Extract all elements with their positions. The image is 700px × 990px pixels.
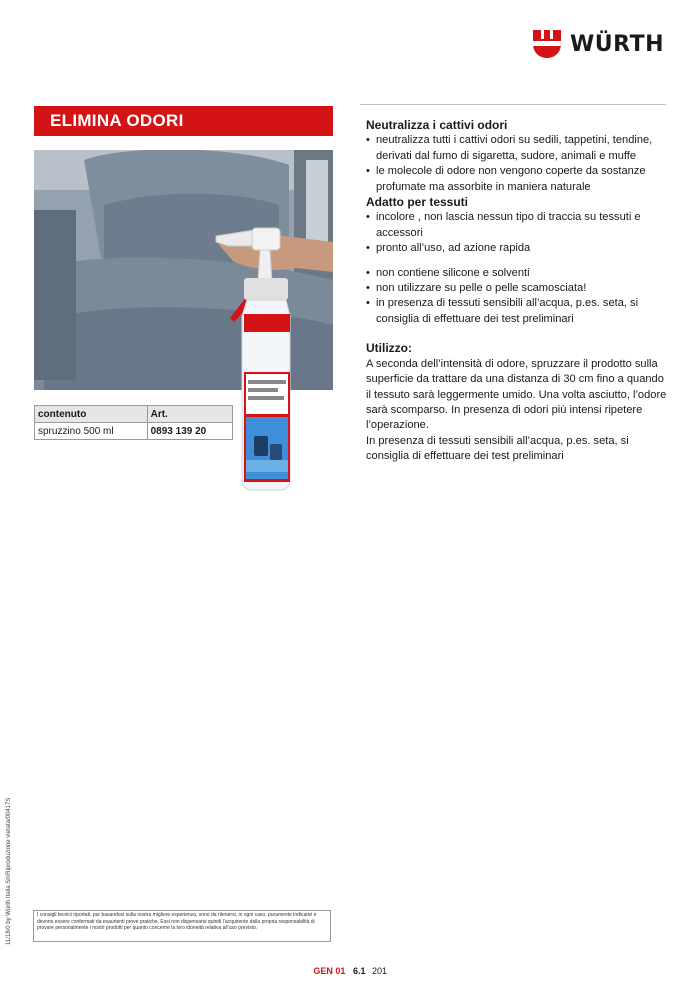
list-item: • incolore , non lascia nessun tipo di traccia su tessuti e accessori	[366, 210, 671, 241]
cell-contenuto: spruzzino 500 ml	[35, 423, 148, 440]
page-number: 201	[371, 966, 387, 976]
list-item: • in presenza di tessuti sensibili all’acqua, p.es. seta, si consiglia di effettuare dei test preliminari	[366, 296, 671, 327]
utilizzo-paragraph: A seconda dell’intensità di odore, spruzzare il prodotto sulla superficie da trattare da una distanza di 30 cm fino a quando il tessuto sarà leggermente umido. Una volta asciutto, l’odore sarà scomparso. In presenza di odori più intensi ripetere l’operazione.	[366, 357, 667, 432]
product-table	[34, 405, 233, 440]
page-footer	[313, 966, 387, 976]
utilizzo-paragraph-2: In presenza di tessuti sensibili all’acqua, p.es. seta, si consiglia di effettuare dei test preliminari	[366, 434, 629, 463]
header-rule	[360, 104, 666, 105]
list-item: • non utilizzare su pelle o pelle scamosciata!	[366, 281, 671, 296]
brand-name: WÜRTH	[570, 31, 665, 57]
heading-neutralizza: Neutralizza i cattivi odori	[366, 118, 508, 132]
table-header-row	[35, 406, 233, 423]
disclaimer-box: I consigli tecnici riportati, pur basandosi sulla nostra migliore esperienza, sono da ritenersi, in ogni caso, puramente indicativi e devono essere confermati da esaurienti prove pratiche. Essi non dispensano quindi l’acquirente dalla propria responsabilità di provare personalmente i nostri prodotti per quanto concerne la loro idoneità relativa all’uso previsto.	[33, 910, 331, 942]
list-item: • non contiene silicone e solventi	[366, 266, 671, 281]
list-item: • neutralizza tutti i cattivi odori su sedili, tappetini, tendine, derivati dal fumo di sigaretta, sudore, animali e muffe	[366, 133, 671, 164]
section-utilizzo	[366, 341, 671, 464]
table-row	[35, 423, 233, 440]
title-banner	[34, 106, 333, 136]
list-adatto	[366, 210, 671, 256]
wurth-logo	[532, 28, 664, 60]
page-title: ELIMINA ODORI	[50, 111, 184, 130]
list-avvertenze	[366, 266, 671, 328]
footer-chapter: 6.1	[352, 966, 366, 976]
product-bottle-image	[214, 222, 334, 492]
heading-utilizzo: Utilizzo:	[366, 341, 412, 356]
footer-section: GEN 01	[313, 966, 346, 976]
description-column	[366, 118, 671, 465]
cell-art-number: 0893 139 20	[147, 423, 232, 440]
list-item: • le molecole di odore non vengono coperte da sostanze profumate ma assorbite in maniera naturale	[366, 164, 671, 195]
side-copyright: 11/18/0 by Würth Italia Srl/Riproduzione vietata/00417S	[6, 797, 12, 945]
list-item: • pronto all’uso, ad azione rapida	[366, 241, 671, 256]
heading-adatto: Adatto per tessuti	[366, 195, 469, 210]
list-neutralizza	[366, 133, 671, 195]
wurth-logo-icon	[532, 29, 562, 59]
header-art: Art.	[147, 406, 232, 423]
header-contenuto: contenuto	[35, 406, 148, 423]
